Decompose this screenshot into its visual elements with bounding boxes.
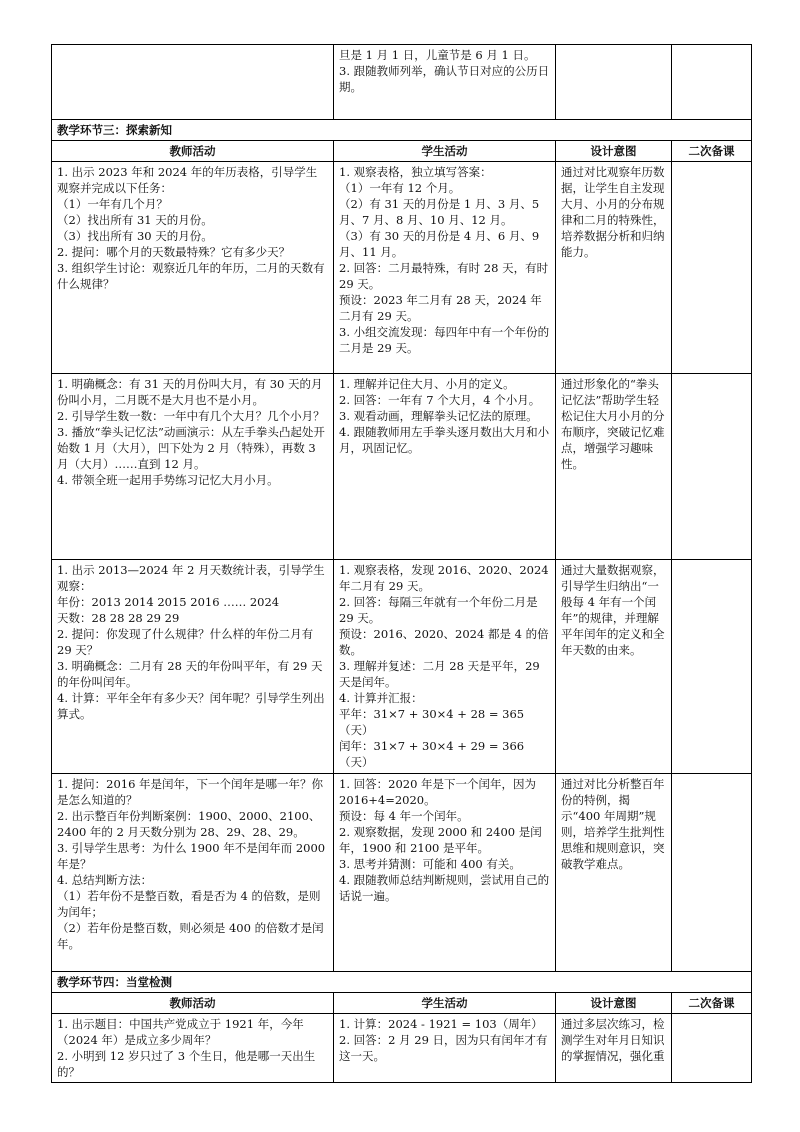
- table-row: [52, 774, 752, 972]
- continued-row: [52, 45, 752, 120]
- cell-text-line: 天数：28 28 28 29 29: [57, 611, 180, 625]
- student-activity-cell: [334, 774, 556, 972]
- cell-text-line: 通过大量数据观察，引导学生归纳出“一般每 4 年有一个闰年”的规律，并理解平年闰年的定义和全年天数的由来。: [561, 563, 665, 657]
- second-prep-cell: [672, 1014, 752, 1083]
- header-teacher: 教师活动: [52, 141, 334, 162]
- cell-text-line: 1. 出示 2013—2024 年 2 月天数统计表，引导学生观察：: [57, 563, 325, 593]
- cell-text-line: （1）若年份不是整百数，看是否为 4 的倍数，是则为闰年；: [57, 889, 321, 919]
- cell-text-line: （1）一年有 12 个月。: [339, 181, 461, 195]
- cell-text-line: （1）一年有几个月？: [57, 197, 168, 211]
- cell-text-line: 4. 跟随教师用左手拳头逐月数出大月和小月，巩固记忆。: [339, 425, 550, 455]
- cell-text-line: （2）找出所有 31 天的月份。: [57, 213, 213, 227]
- cell-text-line: 3. 小组交流发现：每四年中有一个年份的二月是 29 天。: [339, 325, 550, 355]
- header-second-prep: 二次备课: [672, 993, 752, 1014]
- cell-text-line: 1. 观察表格，发现 2016、2020、2024 年二月有 29 天。: [339, 563, 549, 593]
- header-student: 学生活动: [334, 141, 556, 162]
- cell-text-line: 闰年：31×7 + 30×4 + 29 = 366（天）: [339, 739, 525, 769]
- cell-text-line: 通过对比分析整百年份的特例，揭示“400 年周期”规则，培养学生批判性思维和规则意识，突破教学难点。: [561, 777, 665, 871]
- cell-text-line: 1. 理解并记住大月、小月的定义。: [339, 377, 515, 391]
- cell-text-line: 1. 观察表格，独立填写答案：: [339, 165, 492, 179]
- cell-text-line: 4. 计算并汇报：: [339, 691, 423, 705]
- cell-text-line: 平年：31×7 + 30×4 + 28 = 365（天）: [339, 707, 525, 737]
- cell-text-line: 通过形象化的“拳头记忆法”帮助学生轻松记住大月小月的分布顺序，突破记忆难点，增强学习趣味性。: [561, 377, 665, 471]
- cell-text-line: 4. 带领全班一起用手势练习记忆大月小月。: [57, 473, 279, 487]
- cell-text-line: 3. 组织学生讨论：观察近几年的年历，二月的天数有什么规律？: [57, 261, 325, 291]
- cell-text-line: 2. 回答：一年有 7 个大月，4 个小月。: [339, 393, 541, 407]
- design-intent-cell: [556, 1014, 672, 1083]
- cell-text-line: （3）找出所有 30 天的月份。: [57, 229, 213, 243]
- cell-text-line: 3. 思考并猜测：可能和 400 有关。: [339, 857, 521, 871]
- table-row: [52, 374, 752, 560]
- cell-text-line: 1. 提问：2016 年是闰年，下一个闰年是哪一年？你是怎么知道的？: [57, 777, 324, 807]
- header-intent: 设计意图: [556, 993, 672, 1014]
- student-activity-cell: [334, 45, 556, 120]
- cell-text-line: 2. 回答：二月最特殊，有时 28 天，有时 29 天。: [339, 261, 549, 291]
- cell-text-line: 预设：每 4 年一个闰年。: [339, 809, 469, 823]
- cell-text-line: 旦是 1 月 1 日，儿童节是 6 月 1 日。: [339, 48, 536, 62]
- table-header-row: [52, 141, 752, 162]
- cell-text-line: 2. 引导学生数一数：一年中有几个大月？几个小月？: [57, 409, 325, 423]
- second-prep-cell: [672, 774, 752, 972]
- cell-text-line: 2. 回答：2 月 29 日，因为只有闰年才有这一天。: [339, 1033, 548, 1063]
- student-activity-cell: [334, 374, 556, 560]
- design-intent-cell: [556, 162, 672, 374]
- design-intent-cell: [556, 374, 672, 560]
- section-title-row: [52, 972, 752, 993]
- design-intent-cell: [556, 560, 672, 774]
- cell-text-line: 1. 出示题目：中国共产党成立于 1921 年，今年（2024 年）是成立多少周年？: [57, 1017, 304, 1047]
- teacher-activity-cell: [52, 162, 334, 374]
- cell-text-line: （2）有 31 天的月份是 1 月、3 月、5 月、7 月、8 月、10 月、12 月。: [339, 197, 540, 227]
- table-row: [52, 162, 752, 374]
- header-intent: 设计意图: [556, 141, 672, 162]
- cell-text-line: 年份：2013 2014 2015 2016 …… 2024: [57, 595, 280, 609]
- teacher-activity-cell: [52, 774, 334, 972]
- cell-text-line: （3）有 30 天的月份是 4 月、6 月、9 月、11 月。: [339, 229, 540, 259]
- cell-text-line: 1. 明确概念：有 31 天的月份叫大月，有 30 天的月份叫小月，二月既不是大月也不是小月。: [57, 377, 323, 407]
- section3-title: 教学环节三：探索新知: [52, 120, 752, 141]
- cell-text-line: 3. 明确概念：二月有 28 天的年份叫平年，有 29 天的年份叫闰年。: [57, 659, 323, 689]
- cell-text-line: 2. 提问：你发现了什么规律？什么样的年份二月有 29 天？: [57, 627, 314, 657]
- cell-text-line: 3. 播放“拳头记忆法”动画演示：从左手拳头凸起处开始数 1 月（大月），凹下处为 2 月（特殊），再数 3 月（大月）……直到 12 月。: [57, 425, 325, 471]
- section4-title: 教学环节四：当堂检测: [52, 972, 752, 993]
- cell-text-line: 2. 观察数据，发现 2000 和 2400 是闰年，1900 和 2100 是平年。: [339, 825, 542, 855]
- cell-text-line: 3. 理解并复述：二月 28 天是平年，29 天是闰年。: [339, 659, 540, 689]
- cell-text-line: 4. 跟随教师总结判断规则，尝试用自己的话说一遍。: [339, 873, 550, 903]
- teacher-activity-cell: [52, 374, 334, 560]
- cell-text-line: 2. 小明到 12 岁只过了 3 个生日，他是哪一天出生的？: [57, 1049, 316, 1079]
- lesson-plan-table: [51, 44, 752, 1083]
- cell-text-line: 1. 出示 2023 年和 2024 年的年历表格，引导学生观察并完成以下任务：: [57, 165, 318, 195]
- cell-text-line: 3. 跟随教师列举，确认节日对应的公历日期。: [339, 64, 550, 94]
- table-header-row: [52, 993, 752, 1014]
- cell-text-line: 1. 回答：2020 年是下一个闰年，因为 2016+4=2020。: [339, 777, 537, 807]
- cell-text-line: 2. 回答：每隔三年就有一个年份二月是 29 天。: [339, 595, 538, 625]
- cell-text-line: 3. 观看动画，理解拳头记忆法的原理。: [339, 409, 538, 423]
- student-activity-cell: [334, 560, 556, 774]
- section-title-row: [52, 120, 752, 141]
- cell-text-line: 通过多层次练习，检测学生对年月日知识的掌握情况，强化重: [561, 1017, 665, 1063]
- teacher-activity-cell: [52, 1014, 334, 1083]
- cell-text-line: 4. 总结判断方法：: [57, 873, 153, 887]
- cell-text-line: 2. 出示整百年份判断案例：1900、2000、2100、2400 年的 2 月天数分别为 28、29、28、29。: [57, 809, 321, 839]
- second-prep-cell: [672, 45, 752, 120]
- cell-text-line: （2）若年份是整百数，则必须是 400 的倍数才是闰年。: [57, 921, 324, 951]
- student-activity-cell: [334, 162, 556, 374]
- design-intent-cell: [556, 774, 672, 972]
- cell-text-line: 预设：2016、2020、2024 都是 4 的倍数。: [339, 627, 549, 657]
- teacher-activity-cell: [52, 560, 334, 774]
- table-row: [52, 1014, 752, 1083]
- header-second-prep: 二次备课: [672, 141, 752, 162]
- design-intent-cell: [556, 45, 672, 120]
- cell-text-line: 1. 计算：2024 - 1921 = 103（周年）: [339, 1017, 543, 1031]
- header-student: 学生活动: [334, 993, 556, 1014]
- teacher-activity-cell: [52, 45, 334, 120]
- second-prep-cell: [672, 374, 752, 560]
- cell-text-line: 2. 提问：哪个月的天数最特殊？它有多少天？: [57, 245, 291, 259]
- header-teacher: 教师活动: [52, 993, 334, 1014]
- second-prep-cell: [672, 162, 752, 374]
- second-prep-cell: [672, 560, 752, 774]
- table-row: [52, 560, 752, 774]
- cell-text-line: 通过对比观察年历数据，让学生自主发现大月、小月的分布规律和二月的特殊性，培养数据分析和归纳能力。: [561, 165, 665, 259]
- cell-text-line: 4. 计算：平年全年有多少天？闰年呢？引导学生列出算式。: [57, 691, 325, 721]
- student-activity-cell: [334, 1014, 556, 1083]
- cell-text-line: 3. 引导学生思考：为什么 1900 年不是闰年而 2000 年是？: [57, 841, 326, 871]
- cell-text-line: 预设：2023 年二月有 28 天，2024 年二月有 29 天。: [339, 293, 542, 323]
